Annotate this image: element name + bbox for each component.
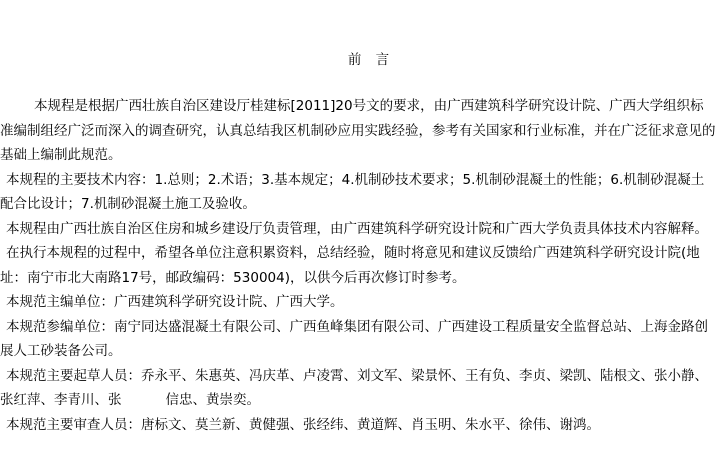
paragraph-drafters	[0, 364, 716, 413]
paragraph-chief-editor-units: 本规范主编单位：广西建筑科学研究设计院、广西大学。	[6, 294, 344, 310]
paragraph-technical-contents: 本规程的主要技术内容：1.总则；2.术语；3.基本规定；4.机制砂技术要求；5.机制砂混凝土的性能；6.机制砂混凝土配合比设计；7.机制砂混凝土施工及验收。	[0, 171, 705, 212]
paragraph-feedback: 在执行本规程的过程中，希望各单位注意积累资料，总结经验，随时将意见和建议反馈给广西建筑科学研究设计院(地址：南宁市北大南路17号，邮政编码：530004)，以供今后再次修订时参考。	[0, 245, 700, 286]
paragraph-participating-units: 本规范参编单位：南宁同达盛混凝土有限公司、广西鱼峰集团有限公司、广西建设工程质量安全监督总站、上海金路创展人工砂装备公司。	[0, 318, 708, 359]
document-body	[0, 94, 716, 437]
paragraph-reviewers: 本规范主要审查人员：唐标文、莫兰新、黄健强、张经纬、黄道辉、肖玉明、朱水平、徐伟、谢鸿。	[6, 416, 600, 433]
drafters-text-part1: 本规范主要起草人员：乔永平、朱惠英、冯庆革、卢凌霄、刘文军、梁景怀、王有负、李贞、梁凯、陆根文、张小静、张红萍、李青川、张	[0, 367, 708, 408]
paragraph-basis: 本规程是根据广西壮族自治区建设厅桂建标[2011]20号文的要求，由广西建筑科学研究设计院、广西大学组织标准编制组经广泛而深入的调查研究，认真总结我区机制砂应用实践经验，参考有关国家和行业标准，并在广泛征求意见的基础上编制此规范。	[0, 98, 716, 163]
drafters-text-part2: 信忠、黄崇奕。	[165, 392, 260, 408]
paragraph-management: 本规程由广西壮族自治区住房和城乡建设厅负责管理，由广西建筑科学研究设计院和广西大学负责具体技术内容解释。	[6, 220, 708, 237]
page-title: 前 言	[347, 52, 395, 68]
